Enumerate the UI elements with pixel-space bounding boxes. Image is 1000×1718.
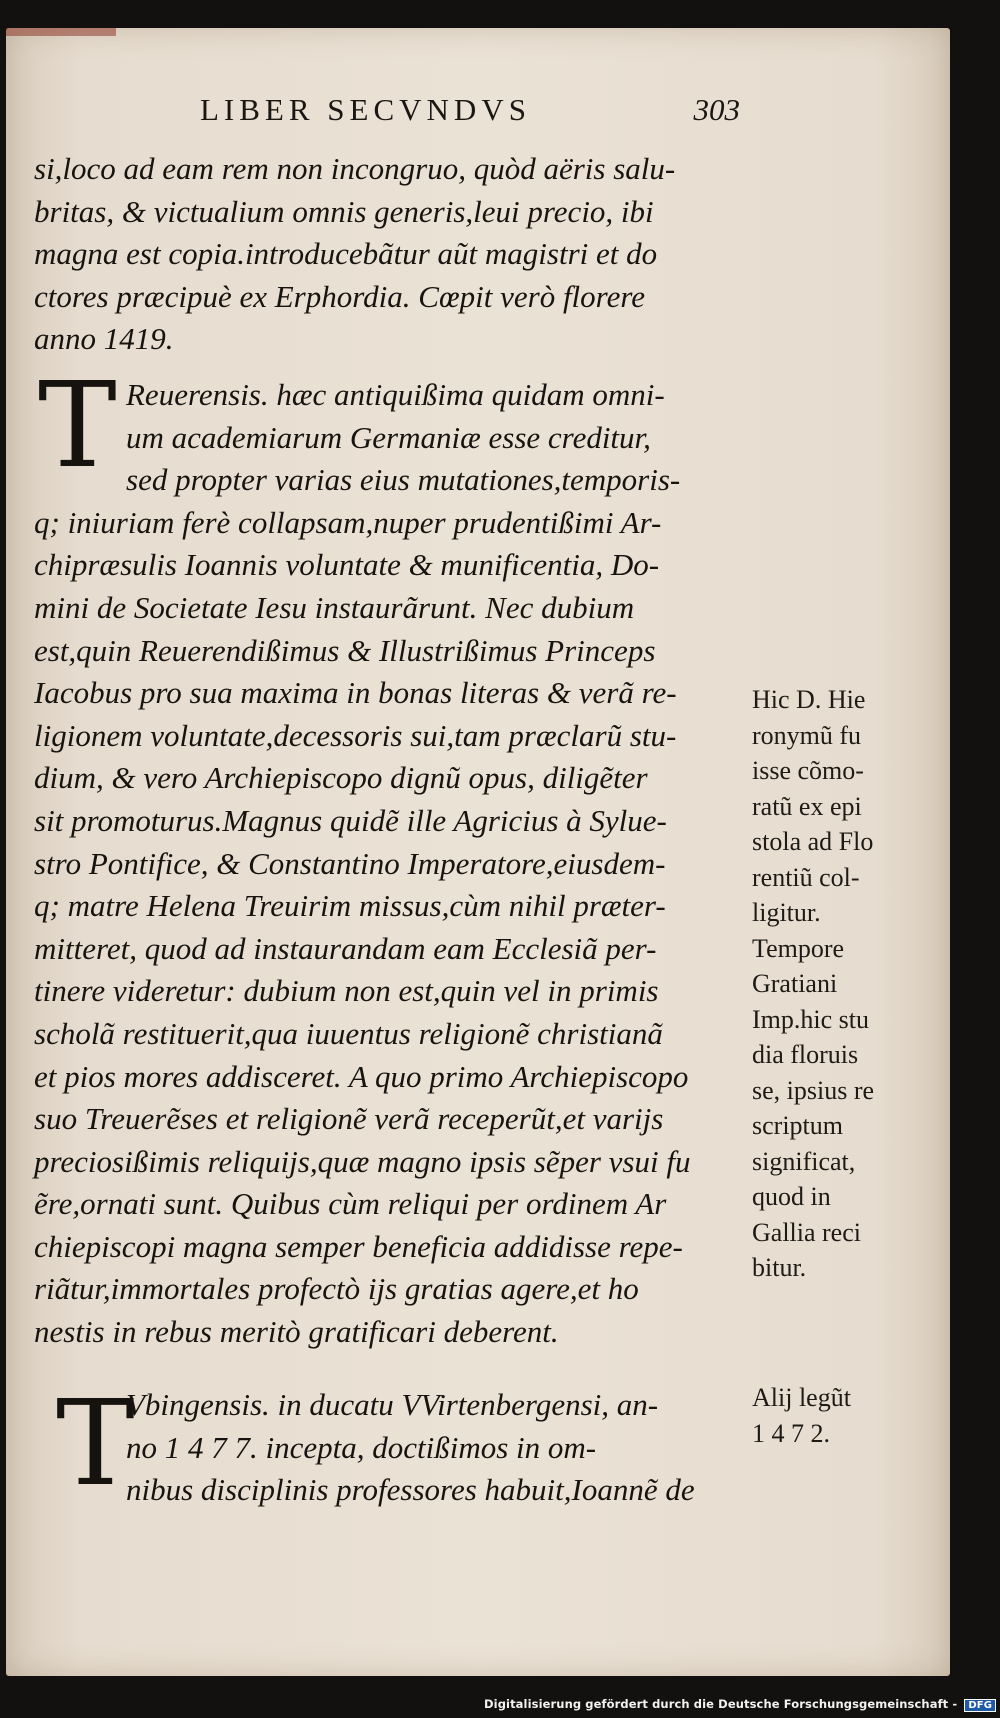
text-line: anno 1419. (34, 321, 174, 357)
margin-line: Gallia reci (752, 1217, 861, 1247)
page-edge-stain (6, 28, 116, 36)
margin-note-2 (752, 1380, 932, 1451)
text-line: mitteret, quod ad instaurandam eam Ecclesiã per- (34, 930, 657, 966)
text-line: sed propter varias eius mutationes,temporis- (126, 462, 681, 498)
text-line: nestis in rebus meritò gratificari deberent. (34, 1314, 559, 1350)
margin-line: dia floruis (752, 1040, 859, 1069)
paragraph-3 (34, 1374, 744, 1512)
margin-line: isse cõmo- (752, 756, 864, 785)
text-line: chiepiscopi magna semper beneficia addidisse repe- (34, 1228, 683, 1264)
drop-cap-initial: T (56, 1374, 135, 1512)
margin-line: se, ipsius re (752, 1075, 875, 1105)
text-line: est,quin Reuerendißimus & Illustrißimus Princeps (34, 632, 656, 668)
text-line: mini de Societate Iesu instaurãrunt. Nec dubium (34, 589, 635, 625)
margin-line: quod in (752, 1182, 831, 1211)
text-line: Vbingensis. in ducatu VVirtenbergensi, an- (126, 1387, 659, 1422)
text-line: preciosißimis reliquijs,quæ magno ipsis sẽper vsui fu (34, 1143, 691, 1179)
text-line: ẽre,ornati sunt. Quibus cùm reliqui per ordinem Ar (34, 1186, 667, 1222)
text-line: stro Pontifice, & Constantino Imperatore,eiusdem- (34, 845, 666, 881)
drop-cap-initial: T (38, 356, 117, 494)
margin-line: Imp.hic stu (752, 1004, 869, 1034)
text-line: ctores præcipuè ex Erphordia. Cœpit verò florere (34, 278, 646, 314)
margin-line: ligitur. (752, 898, 821, 927)
text-line: scholã restituerit,qua iuuentus religionẽ christianã (34, 1015, 663, 1051)
margin-line: stola ad Flo (752, 827, 874, 856)
page-number: 303 (693, 92, 740, 127)
text-line: Iacobus pro sua maxima in bonas literas & verã re- (34, 675, 677, 711)
margin-line: Gratiani (752, 969, 838, 998)
paragraph-2 (34, 374, 744, 1354)
footer-text: Digitalisierung gefördert durch die Deutsche Forschungsgemeinschaft - (484, 1697, 958, 1711)
text-line: britas, & victualium omnis generis,leui precio, ibi (34, 193, 654, 229)
page-header (200, 92, 740, 142)
margin-line: Alij legũt (752, 1383, 851, 1412)
text-line: si,loco ad eam rem non incongruo, quòd aëris salu- (34, 151, 676, 186)
text-line: no 1 4 7 7. incepta, doctißimos in om- (126, 1429, 597, 1465)
margin-line: scriptum (752, 1111, 843, 1140)
text-line: um academiarum Germaniæ esse creditur, (126, 419, 651, 455)
text-line: chipræsulis Ioannis voluntate & munificentia, Do- (34, 547, 660, 583)
text-line: magna est copia.introducebãtur aũt magistri et do (34, 236, 658, 272)
margin-line: significat, (752, 1146, 856, 1176)
text-line: dium, & vero Archiepiscopo dignũ opus, diligẽter (34, 760, 648, 796)
text-line: nibus disciplinis professores habuit,Ioannẽ de (126, 1472, 695, 1508)
margin-line: ronymũ fu (752, 720, 862, 750)
paragraph-1 (34, 148, 744, 361)
text-line: q; iniuriam ferè collapsam,nuper prudentißimi Ar- (34, 504, 662, 540)
dfg-logo: DFG (964, 1699, 996, 1712)
text-line: tinere videretur: dubium non est,quin vel in primis (34, 973, 659, 1009)
margin-line: 1 4 7 2. (752, 1418, 830, 1448)
margin-line: Hic D. Hie (752, 685, 866, 714)
text-line: et pios mores addisceret. A quo primo Archiepiscopo (34, 1058, 689, 1094)
text-line: ligionem voluntate,decessoris sui,tam præclarũ stu- (34, 717, 677, 753)
margin-line: Tempore (752, 933, 845, 963)
text-line: Reuerensis. hæc antiquißima quidam omni- (126, 377, 665, 412)
margin-line: bitur. (752, 1253, 807, 1282)
text-line: suo Treuerẽses et religionẽ verã receperũt,et varijs (34, 1101, 664, 1137)
text-line: q; matre Helena Treuirim missus,cùm nihil præter- (34, 888, 666, 924)
text-line: sit promoturus.Magnus quidẽ ille Agricius à Sylue- (34, 802, 667, 838)
text-line: riãtur,immortales profectò ijs gratias agere,et ho (34, 1271, 639, 1307)
digitization-credit (484, 1697, 996, 1712)
margin-line: ratũ ex epi (752, 791, 862, 821)
running-head: LIBER SECVNDVS (200, 92, 531, 127)
margin-note-1 (752, 682, 932, 1286)
margin-line: rentiũ col- (752, 862, 860, 892)
